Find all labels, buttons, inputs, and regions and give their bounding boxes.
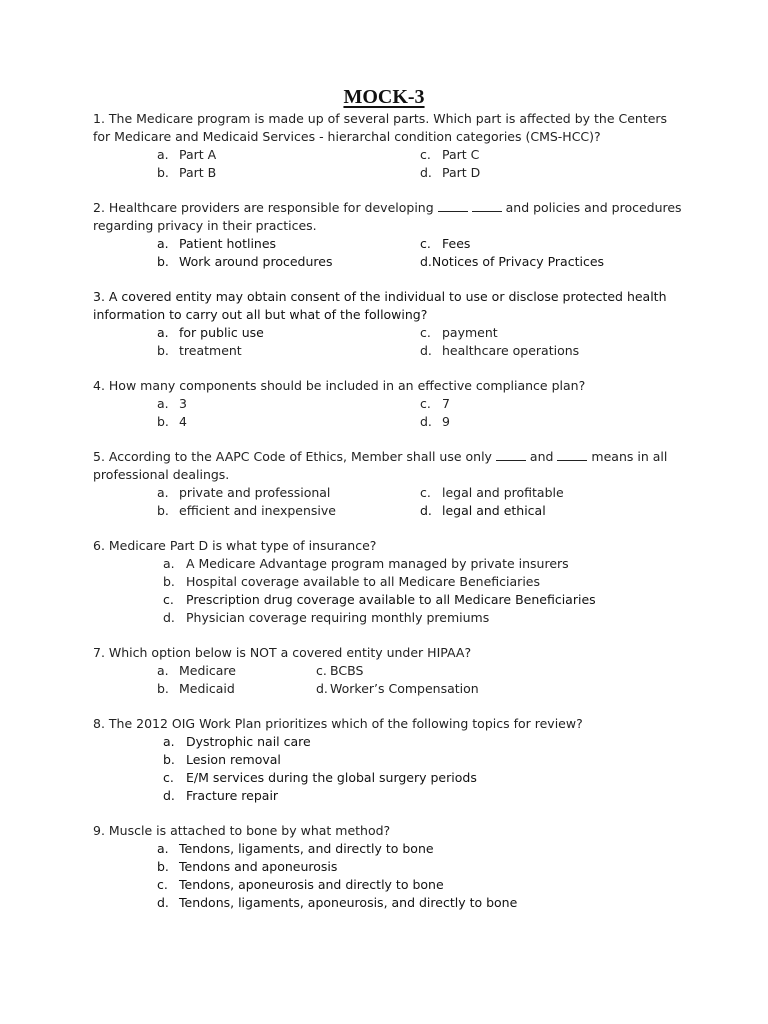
option-a: a. Part A (157, 147, 217, 162)
question-7 (93, 644, 683, 698)
question-stem: 3. A covered entity may obtain consent of the individual to use or disclose protected health information to carry out all but what of the following? (93, 289, 667, 322)
question-6 (93, 537, 683, 627)
option-d: d. Tendons, ligaments, aponeurosis, and directly to bone (157, 895, 518, 910)
option-b: b. efficient and inexpensive (157, 503, 336, 518)
option-d: d. Fracture repair (163, 788, 279, 803)
option-a: a. private and professional (157, 485, 331, 500)
question-1 (93, 110, 683, 182)
question-3 (93, 288, 683, 360)
question-5 (93, 448, 683, 520)
question-stem: 5. According to the AAPC Code of Ethics, Member shall use only and means in all professional dealings. (93, 449, 668, 482)
option-c: c. payment (420, 325, 498, 340)
option-d: d. 9 (420, 414, 450, 429)
question-9 (93, 822, 683, 912)
option-d: d. healthcare operations (420, 343, 580, 358)
question-stem: 9. Muscle is attached to bone by what method? (93, 823, 391, 838)
question-2 (93, 199, 683, 271)
option-b: b. 4 (157, 414, 187, 429)
option-b: b. Lesion removal (163, 752, 281, 767)
option-d: d. Physician coverage requiring monthly premiums (163, 610, 490, 625)
question-stem: 2. Healthcare providers are responsible for developing and policies and procedures regarding privacy in their practices. (93, 200, 682, 233)
option-c: c. Prescription drug coverage available to all Medicare Beneficiaries (163, 592, 596, 607)
option-a: a. Tendons, ligaments, and directly to bone (157, 841, 434, 856)
fill-blank (557, 448, 587, 461)
option-a: a. A Medicare Advantage program managed by private insurers (163, 556, 569, 571)
question-stem: 7. Which option below is NOT a covered entity under HIPAA? (93, 645, 472, 660)
option-c: c. Fees (420, 236, 471, 251)
option-a: a. 3 (157, 396, 187, 411)
option-b: b. treatment (157, 343, 242, 358)
fill-blank (496, 448, 526, 461)
option-c: c. 7 (420, 396, 450, 411)
option-c: c. E/M services during the global surgery periods (163, 770, 477, 785)
option-a: a. Patient hotlines (157, 236, 277, 251)
option-c: c. Tendons, aponeurosis and directly to bone (157, 877, 444, 892)
question-8 (93, 715, 683, 805)
option-c: c. Part C (420, 147, 480, 162)
option-b: b. Part B (157, 165, 217, 180)
option-c: c. BCBS (316, 663, 364, 678)
question-stem: 6. Medicare Part D is what type of insurance? (93, 538, 377, 553)
option-b: b. Hospital coverage available to all Medicare Beneficiaries (163, 574, 540, 589)
question-stem: 4. How many components should be included in an effective compliance plan? (93, 378, 586, 393)
fill-blank (438, 199, 468, 212)
option-b: b. Work around procedures (157, 254, 333, 269)
option-c: c. legal and profitable (420, 485, 564, 500)
question-4 (93, 377, 683, 431)
option-d: d. Worker’s Compensation (316, 681, 479, 696)
question-stem: 1. The Medicare program is made up of several parts. Which part is affected by the Centers for Medicare and Medicaid Services - hierarchal condition categories (CMS-HCC)? (93, 111, 668, 144)
option-d: d. Notices of Privacy Practices (420, 254, 605, 269)
option-b: b. Medicaid (157, 681, 235, 696)
option-d: d. Part D (420, 165, 481, 180)
option-a: a. Dystrophic nail care (163, 734, 311, 749)
option-a: a. for public use (157, 325, 264, 340)
option-d: d. legal and ethical (420, 503, 546, 518)
fill-blank (472, 199, 502, 212)
question-stem: 8. The 2012 OIG Work Plan prioritizes which of the following topics for review? (93, 716, 583, 731)
page-title: MOCK-3 (343, 86, 425, 108)
option-b: b. Tendons and aponeurosis (157, 859, 338, 874)
option-a: a. Medicare (157, 663, 236, 678)
